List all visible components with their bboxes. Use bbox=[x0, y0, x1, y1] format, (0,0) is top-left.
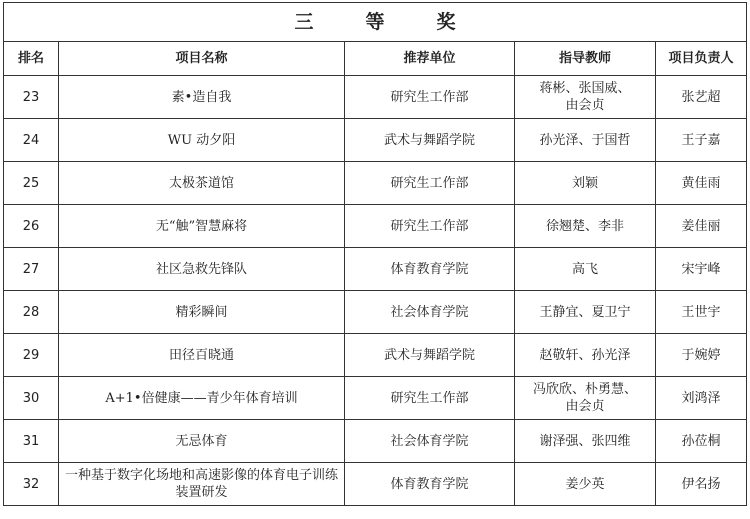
rank-cell: 25 bbox=[4, 162, 59, 205]
advisor-line: 徐翘楚、李非 bbox=[545, 218, 624, 234]
unit-cell: 武术与舞蹈学院 bbox=[345, 119, 515, 162]
advisor-cell bbox=[515, 334, 656, 377]
advisor-line: 谢泽强、张四维 bbox=[539, 433, 631, 449]
rank-cell: 32 bbox=[4, 463, 59, 506]
title-char: 奖 bbox=[436, 10, 456, 33]
project-cell: 太极茶道馆 bbox=[59, 162, 345, 205]
unit-cell: 体育教育学院 bbox=[345, 463, 515, 506]
table-row bbox=[4, 420, 747, 463]
advisor-line: 高飞 bbox=[571, 261, 598, 277]
table-row bbox=[4, 377, 747, 420]
unit-cell: 研究生工作部 bbox=[345, 162, 515, 205]
advisor-cell bbox=[515, 119, 656, 162]
rank-cell: 28 bbox=[4, 291, 59, 334]
header-unit: 推荐单位 bbox=[345, 42, 515, 76]
advisor-cell bbox=[515, 205, 656, 248]
advisor-cell bbox=[515, 76, 656, 119]
header-project: 项目名称 bbox=[59, 42, 345, 76]
table-title bbox=[4, 3, 747, 42]
unit-cell: 研究生工作部 bbox=[345, 76, 515, 119]
table-row bbox=[4, 291, 747, 334]
table-row bbox=[4, 119, 747, 162]
advisor-cell bbox=[515, 162, 656, 205]
advisor-line: 赵敬轩、孙光泽 bbox=[539, 347, 631, 363]
table-row bbox=[4, 76, 747, 119]
header-advisor: 指导教师 bbox=[515, 42, 656, 76]
project-cell: 无“触”智慧麻将 bbox=[59, 205, 345, 248]
unit-cell: 社会体育学院 bbox=[345, 291, 515, 334]
unit-cell: 社会体育学院 bbox=[345, 420, 515, 463]
rank-cell: 27 bbox=[4, 248, 59, 291]
rank-cell: 29 bbox=[4, 334, 59, 377]
awards-table-container bbox=[3, 2, 746, 506]
advisor-line: 姜少英 bbox=[565, 476, 605, 492]
advisor-cell bbox=[515, 377, 656, 420]
leader-cell: 黄佳雨 bbox=[656, 162, 747, 205]
leader-cell: 于婉婷 bbox=[656, 334, 747, 377]
header-leader: 项目负责人 bbox=[656, 42, 747, 76]
leader-cell: 姜佳丽 bbox=[656, 205, 747, 248]
advisor-line: 刘颖 bbox=[571, 175, 598, 191]
project-cell: 精彩瞬间 bbox=[59, 291, 345, 334]
rank-cell: 26 bbox=[4, 205, 59, 248]
rank-cell: 30 bbox=[4, 377, 59, 420]
header-row bbox=[4, 42, 747, 76]
header-rank: 排名 bbox=[4, 42, 59, 76]
advisor-line: 由会贞 bbox=[565, 399, 605, 414]
project-cell: A+1•倍健康——青少年体育培训 bbox=[59, 377, 345, 420]
leader-cell: 刘鸿泽 bbox=[656, 377, 747, 420]
project-cell: 素•造自我 bbox=[59, 76, 345, 119]
leader-cell: 王子嘉 bbox=[656, 119, 747, 162]
table-row bbox=[4, 205, 747, 248]
title-char: 三 bbox=[294, 10, 314, 33]
leader-cell: 张艺超 bbox=[656, 76, 747, 119]
table-row bbox=[4, 334, 747, 377]
advisor-line: 冯欣欣、朴勇慧、 bbox=[532, 382, 637, 397]
awards-table bbox=[3, 2, 747, 506]
leader-cell: 伊名扬 bbox=[656, 463, 747, 506]
rank-cell: 24 bbox=[4, 119, 59, 162]
unit-cell: 体育教育学院 bbox=[345, 248, 515, 291]
table-row bbox=[4, 463, 747, 506]
table-row bbox=[4, 162, 747, 205]
project-cell: WU 动夕阳 bbox=[59, 119, 345, 162]
advisor-line: 孙光泽、于国哲 bbox=[539, 132, 631, 148]
table-body bbox=[4, 76, 747, 506]
table-row bbox=[4, 248, 747, 291]
rank-cell: 31 bbox=[4, 420, 59, 463]
advisor-cell bbox=[515, 248, 656, 291]
rank-cell: 23 bbox=[4, 76, 59, 119]
leader-cell: 宋宇峰 bbox=[656, 248, 747, 291]
advisor-line: 蒋彬、张国威、 bbox=[539, 81, 631, 96]
project-cell: 田径百晓通 bbox=[59, 334, 345, 377]
advisor-cell bbox=[515, 463, 656, 506]
unit-cell: 武术与舞蹈学院 bbox=[345, 334, 515, 377]
project-cell: 社区急救先锋队 bbox=[59, 248, 345, 291]
advisor-cell bbox=[515, 420, 656, 463]
leader-cell: 王世宇 bbox=[656, 291, 747, 334]
advisor-cell bbox=[515, 291, 656, 334]
leader-cell: 孙莅桐 bbox=[656, 420, 747, 463]
unit-cell: 研究生工作部 bbox=[345, 377, 515, 420]
project-cell: 一种基于数字化场地和高速影像的体育电子训练装置研发 bbox=[59, 463, 345, 506]
title-char: 等 bbox=[365, 10, 385, 33]
advisor-line: 王静宜、夏卫宁 bbox=[539, 304, 631, 320]
unit-cell: 研究生工作部 bbox=[345, 205, 515, 248]
advisor-line: 由会贞 bbox=[565, 98, 605, 113]
project-cell: 无忌体育 bbox=[59, 420, 345, 463]
